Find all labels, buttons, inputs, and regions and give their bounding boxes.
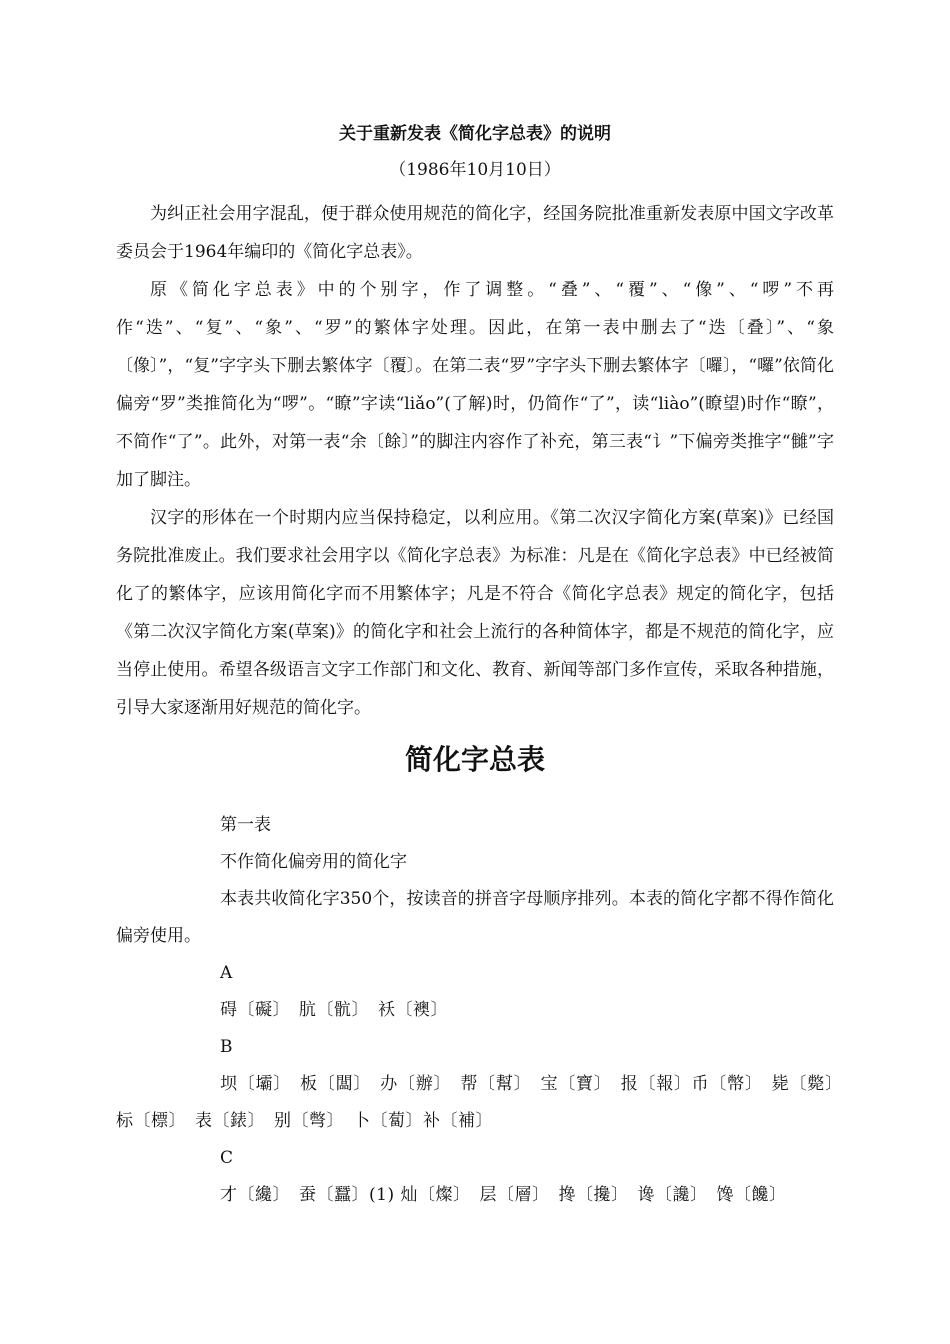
notice-date: （1986年10月10日） [389, 160, 561, 180]
group-letter: A [220, 963, 233, 983]
group-letter: B [220, 1037, 233, 1057]
group-letter: C [220, 1148, 234, 1168]
notice-paragraph: 原《简化字总表》中的个别字，作了调整。“叠”、“覆”、“像”、“啰”不再作“迭”、“复”、“象”、“罗”的繁体字处理。因此，在第一表中删去了“迭〔叠〕”、“象〔像〕”，“复”字字头下删去繁体字〔覆〕。在第二表“罗”字字头下删去繁体字〔囉〕，“囉”依简化偏旁“罗”类推简化为“啰”。“瞭”字读“liǎo”(了解)时，仍简作“了”，读“liào”(瞭望)时作“瞭”，不简作“了”。此外，对第一表“余〔餘〕”的脚注内容作了补充，第三表“讠”下偏旁类推字“雠”字加了脚注。 [116, 280, 834, 490]
table-body [116, 807, 852, 1214]
section-label: 第一表 [220, 815, 271, 835]
notice-body [116, 195, 834, 727]
section-description: 本表共收简化字350个，按读音的拼音字母顺序排列。本表的简化字都不得作简化偏旁使用。 [116, 889, 834, 946]
notice-title: 关于重新发表《简化字总表》的说明 [339, 124, 611, 144]
section-subtitle: 不作简化偏旁用的简化字 [220, 852, 407, 872]
group-chars: 才〔纔〕 蚕〔蠶〕(1) 灿〔燦〕 层〔層〕 搀〔攙〕 谗〔讒〕 馋〔饞〕 [220, 1185, 787, 1205]
notice-paragraph: 为纠正社会用字混乱，便于群众使用规范的简化字，经国务院批准重新发表原中国文字改革委员会于1964年编印的《简化字总表》。 [116, 204, 834, 262]
group-chars: 坝〔壩〕 板〔闆〕 办〔辦〕 帮〔幫〕 宝〔寶〕 报〔報〕币〔幣〕 毙〔斃〕 标〔標〕 表〔錶〕 别〔彆〕 卜〔蔔〕补〔補〕 [116, 1074, 852, 1131]
notice-paragraph: 汉字的形体在一个时期内应当保持稳定，以利应用。《第二次汉字简化方案(草案)》已经国务院批准废止。我们要求社会用字以《简化字总表》为标准：凡是在《简化字总表》中已经被简化了的繁体字，应该用简化字而不用繁体字；凡是不符合《简化字总表》规定的简化字，包括《第二次汉字简化方案(草案)》的简化字和社会上流行的各种简体字，都是不规范的简化字，应当停止使用。希望各级语言文字工作部门和文化、教育、新闻等部门多作宣传，采取各种措施，引导大家逐渐用好规范的简化字。 [116, 508, 834, 718]
group-chars: 碍〔礙〕 肮〔骯〕 袄〔襖〕 [220, 1000, 448, 1020]
table-title: 简化字总表 [404, 743, 545, 776]
